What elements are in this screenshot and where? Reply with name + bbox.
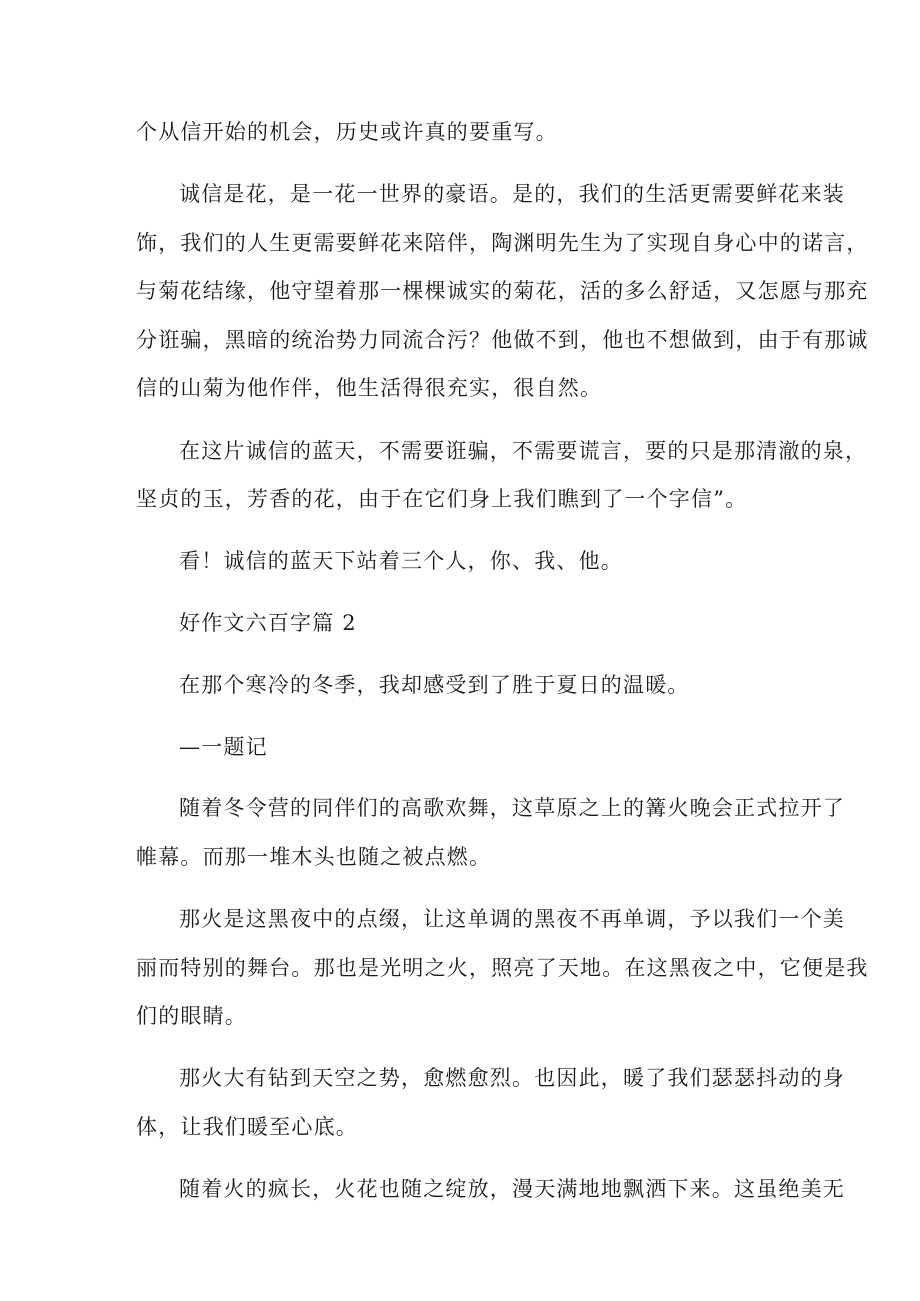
text-line: 信的山菊为他作伴，他生活得很充实，很自然。 (136, 376, 603, 400)
paragraph-first-line: 在这片诚信的蓝天，不需要诳骗，不需要谎言，要的只是那清澈的泉， (179, 439, 868, 463)
text-line: 坚贞的玉，芳香的花，由于在它们身上我们瞧到了一个字信”。 (136, 487, 748, 511)
text-line: 饰，我们的人生更需要鲜花来陪伴，陶渊明先生为了实现自身心中的诺言， (136, 231, 869, 255)
text-line: 们的眼睛。 (136, 1004, 247, 1028)
paragraph-first-line: 那火大有钻到天空之势，愈燃愈烈。也因此，暖了我们瑟瑟抖动的身 (179, 1066, 845, 1090)
paragraph-first-line: 看！诚信的蓝天下站着三个人，你、我、他。 (179, 549, 623, 573)
paragraph-first-line: 在那个寒冷的冬季，我却感受到了胜于夏日的温暖。 (179, 673, 690, 697)
text-line: 个从信开始的机会，历史或许真的要重写。 (136, 120, 558, 144)
paragraph-first-line: 诚信是花，是一花一世界的豪语。是的，我们的生活更需要鲜花来装 (179, 182, 845, 206)
paragraph-first-line: 随着火的疯长，火花也随之绽放，漫天满地地飘洒下来。这虽绝美无 (179, 1177, 845, 1201)
text-line: 帷幕。而那一堆木头也随之被点燃。 (136, 845, 492, 869)
paragraph-first-line: 随着冬令营的同伴们的高歌欢舞，这草原之上的篝火晚会正式拉开了 (179, 796, 845, 820)
epigraph-attribution: —一题记 (179, 735, 268, 759)
paragraph-first-line: 那火是这黑夜中的点缀，让这单调的黑夜不再单调，予以我们一个美 (179, 907, 845, 931)
text-line: 丽而特别的舞台。那也是光明之火，照亮了天地。在这黑夜之中，它便是我 (136, 956, 869, 980)
section-heading: 好作文六百字篇 2 (179, 611, 357, 635)
text-line: 分诳骗，黑暗的统治势力同流合污？他做不到，他也不想做到，由于有那诚 (136, 328, 869, 352)
text-line: 与菊花结缘，他守望着那一棵棵诚实的菊花，活的多么舒适，又怎愿与那充 (136, 279, 869, 303)
text-line: 体，让我们暖至心底。 (136, 1115, 358, 1139)
